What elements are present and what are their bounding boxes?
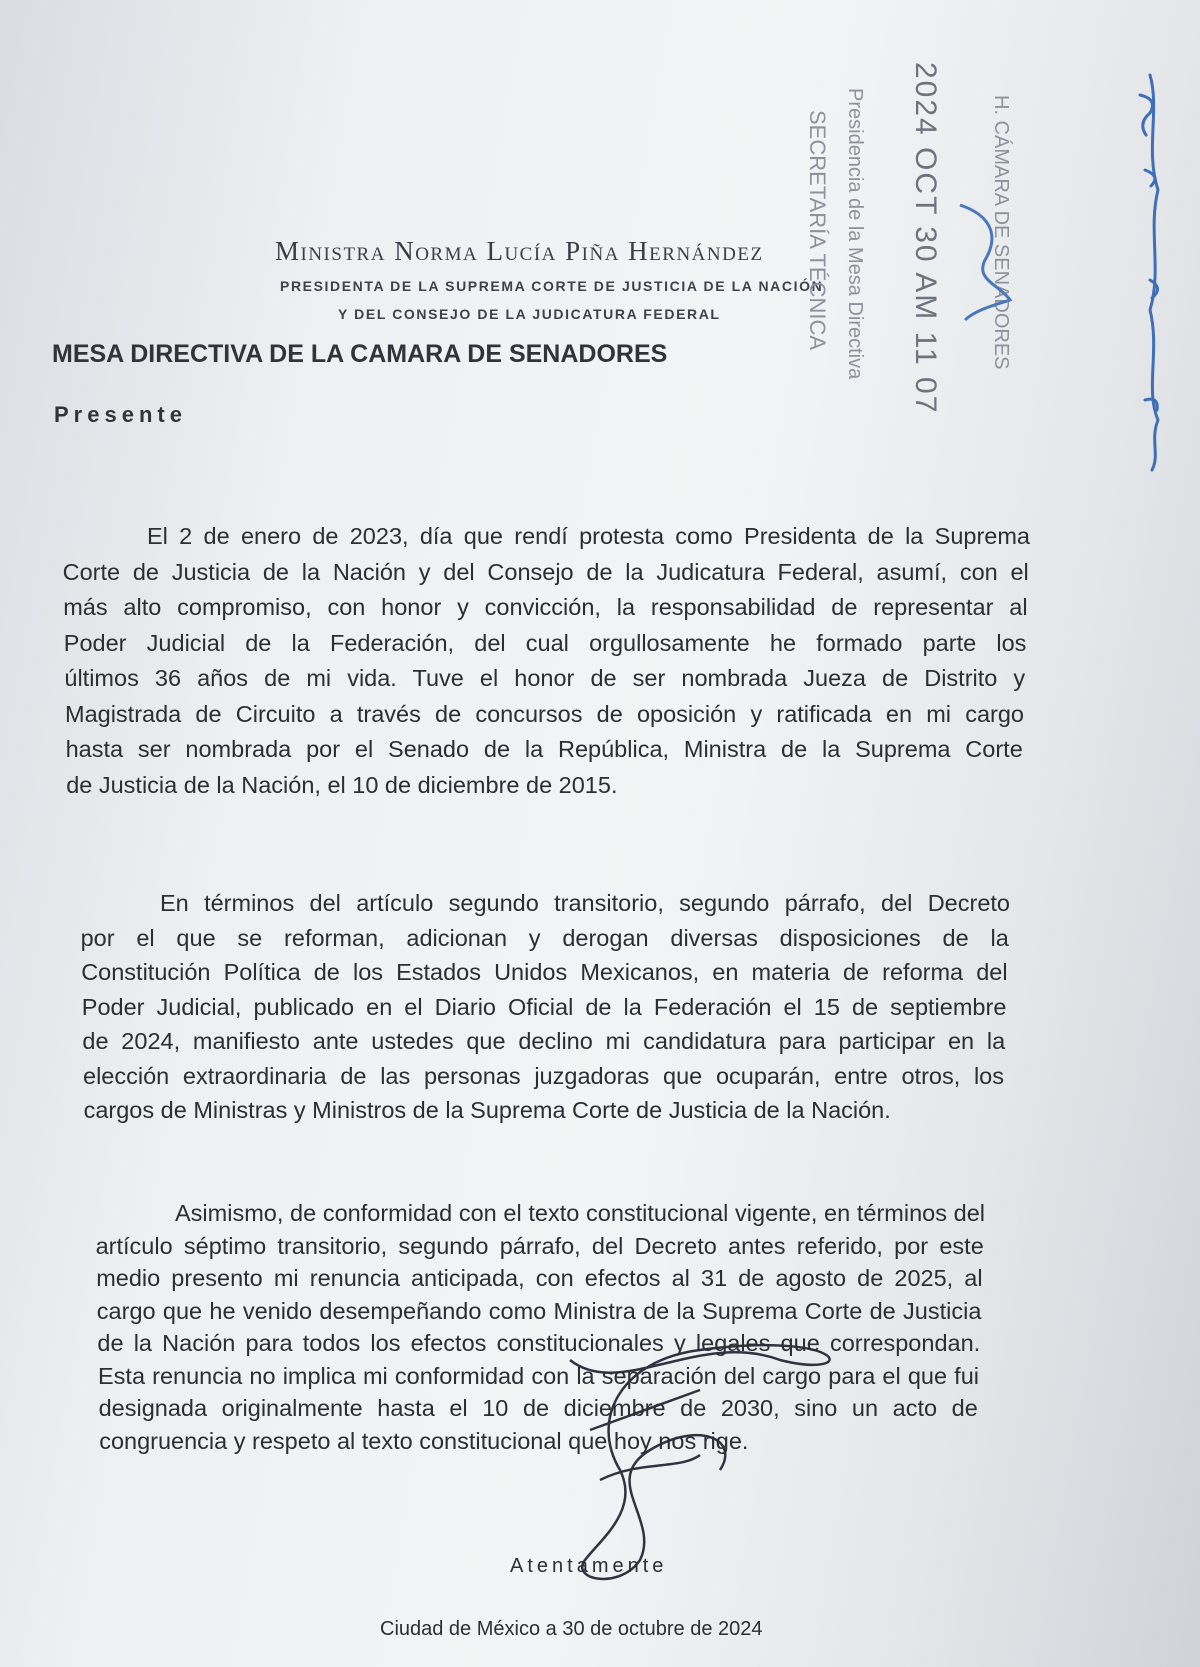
closing: Atentamente bbox=[510, 1555, 668, 1577]
paragraph-2-line: Constitución Política de los Estados Unidos Mexicanos, en materia de reforma del bbox=[81, 959, 1008, 985]
paragraph-3-line: medio presento mi renuncia anticipada, con efectos al 31 de agosto de 2025, al bbox=[96, 1265, 983, 1291]
place-date: Ciudad de México a 30 de octubre de 2024 bbox=[380, 1618, 763, 1640]
letterhead-name: Ministra Norma Lucía Piña Hernández bbox=[275, 236, 764, 266]
paragraph-1-line: Corte de Justicia de la Nación y del Consejo de la Judicatura Federal, asumí, con el bbox=[62, 558, 1029, 585]
letterhead-title-1: PRESIDENTA DE LA SUPREMA CORTE DE JUSTICIA DE LA NACIÓN bbox=[280, 278, 824, 294]
paragraph-3-line: designada originalmente hasta el 10 de diciembre de 2030, sino un acto de bbox=[98, 1395, 978, 1421]
paragraph-2-line: de 2024, manifiesto ante ustedes que declino mi candidatura para participar en la bbox=[82, 1028, 1006, 1054]
paragraph-2-line: elección extraordinaria de las personas juzgadoras que ocuparán, entre otros, los bbox=[83, 1062, 1004, 1089]
paragraph-2-line: cargos de Ministras y Ministros de la Suprema Corte de Justicia de la Nación. bbox=[83, 1097, 891, 1123]
stamp-office: Presidencia de la Mesa Directiva bbox=[844, 88, 866, 380]
paragraph-1-line: El 2 de enero de 2023, día que rendí protesta como Presidenta de la Suprema bbox=[147, 523, 1030, 549]
paragraph-1-line: de Justicia de la Nación, el 10 de diciembre de 2015. bbox=[66, 771, 618, 798]
paragraph-3-line: Esta renuncia no implica mi conformidad con la separación del cargo para el que fui bbox=[98, 1362, 979, 1389]
paragraph-3-line: cargo que he venido desempeñando como Ministra de la Suprema Corte de Justicia bbox=[96, 1297, 982, 1324]
paragraph-3-line: Asimismo, de conformidad con el texto constitucional vigente, en términos del bbox=[175, 1200, 985, 1226]
paragraph-2-line: por el que se reforman, adicionan y derogan diversas disposiciones de la bbox=[80, 924, 1009, 951]
paragraph-2-line: Poder Judicial, publicado en el Diario Oficial de la Federación el 15 de septiembre bbox=[81, 993, 1007, 1020]
paragraph-3-line: artículo séptimo transitorio, segundo párrafo, del Decreto antes referido, por este bbox=[95, 1232, 984, 1259]
handwritten-note bbox=[1140, 75, 1158, 470]
paragraph-1-line: más alto compromiso, con honor y convicción, la responsabilidad de representar al bbox=[63, 594, 1028, 620]
salutation: Presente bbox=[54, 402, 187, 427]
initials-signature bbox=[960, 205, 1010, 320]
paragraph-1-line: Poder Judicial de la Federación, del cual orgullosamente he formado parte los bbox=[63, 629, 1027, 656]
paragraph-1-line: hasta ser nombrada por el Senado de la República, Ministra de la Suprema Corte bbox=[65, 736, 1023, 762]
paragraph-2-line: En términos del artículo segundo transitorio, segundo párrafo, del Decreto bbox=[160, 890, 1010, 916]
paragraph-3-line: congruencia y respeto al texto constitucional que hoy nos rige. bbox=[99, 1427, 749, 1454]
paragraph-3-line: de la Nación para todos los efectos constitucionales y legales que correspondan. bbox=[97, 1330, 981, 1356]
addressee: MESA DIRECTIVA DE LA CAMARA DE SENADORES bbox=[52, 340, 668, 368]
paragraph-1-line: Magistrada de Circuito a través de concursos de oposición y ratificada en mi cargo bbox=[65, 700, 1024, 727]
stamp-institution: H. CÁMARA DE SENADORES bbox=[990, 95, 1012, 370]
paragraph-1-line: últimos 36 años de mi vida. Tuve el honor de ser nombrada Jueza de Distrito y bbox=[64, 665, 1026, 691]
stamp-unit: SECRETARÍA TÉCNICA bbox=[805, 110, 830, 351]
letterhead-title-2: Y DEL CONSEJO DE LA JUDICATURA FEDERAL bbox=[338, 306, 721, 322]
stamp-datetime: 2024 OCT 30 AM 11 07 bbox=[909, 62, 942, 415]
